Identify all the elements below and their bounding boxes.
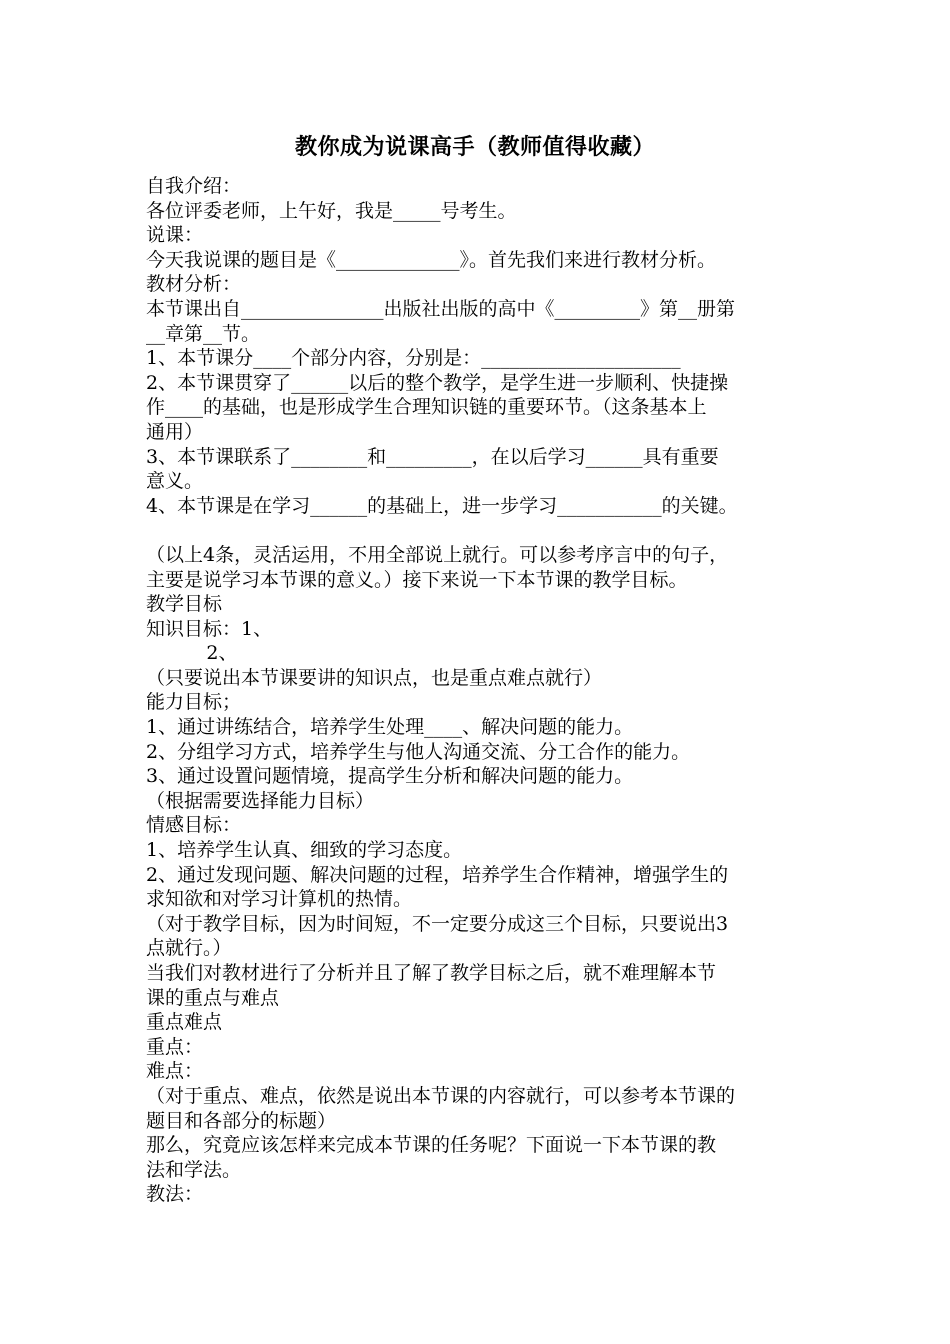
body-line: 今天我说课的题目是《_____________》。首先我们来进行教材分析。 [146,248,717,271]
body-line: 那么，究竟应该怎样来完成本节课的任务呢？下面说一下本节课的教 [146,1134,717,1157]
body-line: 2、本节课贯穿了______以后的整个教学，是学生进一步顺利、快捷操 [146,371,729,394]
body-line: 2、通过发现问题、解决问题的过程，培养学生合作精神，增强学生的 [146,863,729,886]
body-line: （对于教学目标，因为时间短，不一定要分成这三个目标，只要说出3 [146,912,729,935]
body-line: 1、培养学生认真、细致的学习态度。 [146,839,463,862]
body-line [146,518,826,543]
body-line: 1、通过讲练结合，培养学生处理____、解决问题的能力。 [146,716,634,739]
body-line: 点就行。） [146,937,232,960]
body-line: 课的重点与难点 [146,986,280,1009]
body-line: （以上4条，灵活运用，不用全部说上就行。可以参考序言中的句子， [146,543,729,566]
body-line: 自我介绍： [146,175,242,197]
body-line: 知识目标：1、 [146,617,273,640]
body-line: 当我们对教材进行了分析并且了解了教学目标之后，就不难理解本节 [146,962,717,984]
body-line: 难点： [146,1060,204,1083]
body-line: 各位评委老师，上午好，我是_____号考生。 [146,199,517,222]
body-line: 教法： [146,1183,204,1206]
body-line: 重点难点 [146,1011,223,1034]
body-line: 能力目标； [146,691,242,714]
body-line: 教材分析： [146,273,242,296]
body-line: 本节课出自_______________出版社出版的高中《_________》第__册第 [146,297,736,320]
body-line: 教学目标 [146,593,223,616]
body-line: 3、通过设置问题情境，提高学生分析和解决问题的能力。 [146,765,634,788]
body-line: 2、 [146,642,238,665]
body-line: __章第__节。 [146,322,261,345]
body-line: 说课： [146,224,204,247]
body-line: 作____的基础，也是形成学生合理知识链的重要环节。（这条基本上 [146,396,707,419]
body-line: 通用） [146,420,204,443]
document-body [146,174,826,1207]
body-line: 法和学法。 [146,1158,242,1181]
body-line: 3、本节课联系了________和_________，在以后学习______具有重要 [146,445,719,468]
body-line: 情感目标： [146,814,242,837]
body-line: 主要是说学习本节课的意义。）接下来说一下本节课的教学目标。 [146,568,688,591]
body-line: （根据需要选择能力目标） [146,789,375,812]
body-line: 意义。 [146,470,204,493]
body-line: （只要说出本节课要讲的知识点，也是重点难点就行） [146,666,603,689]
body-line: 2、分组学习方式，培养学生与他人沟通交流、分工合作的能力。 [146,740,691,763]
body-line: 4、本节课是在学习______的基础上，进一步学习___________的关键。 [146,494,738,517]
body-line: 1、本节课分____个部分内容，分别是：_____________________ [146,347,681,370]
body-line: 重点： [146,1035,204,1058]
body-line: 求知欲和对学习计算机的热情。 [146,888,413,911]
document-title: 教你成为说课高手（教师值得收藏） [294,134,655,160]
body-line: （对于重点、难点，依然是说出本节课的内容就行，可以参考本节课的 [146,1084,736,1107]
body-line: 题目和各部分的标题） [146,1109,337,1132]
